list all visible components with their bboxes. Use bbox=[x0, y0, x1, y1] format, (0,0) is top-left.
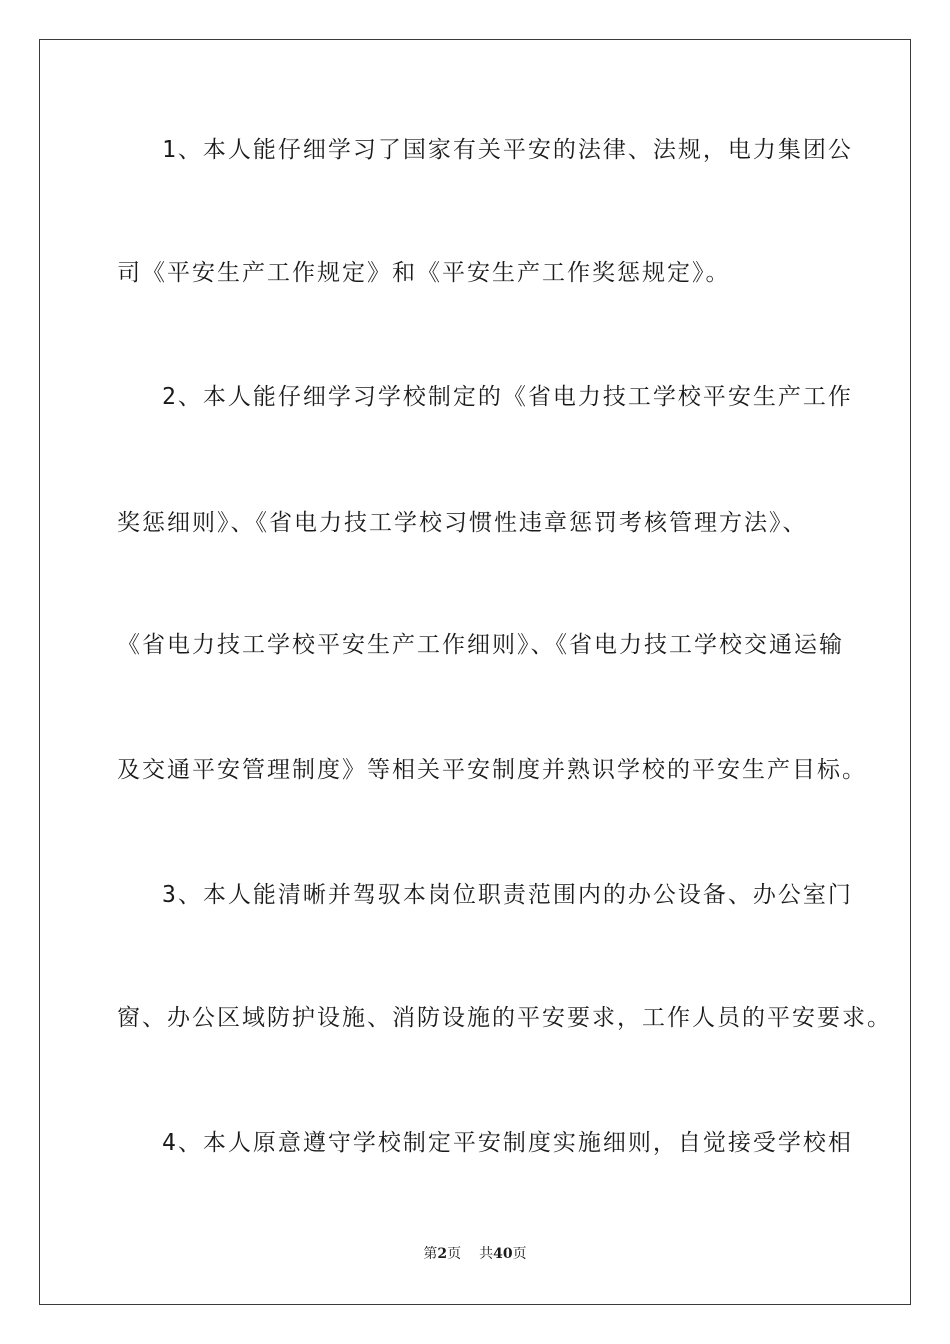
paragraph-2-line-2: 奖惩细则》、《省电力技工学校习惯性违章惩罚考核管理方法》、 bbox=[117, 510, 808, 536]
total-prefix: 共 bbox=[479, 1246, 494, 1262]
paragraph-1-line-2: 司《平安生产工作规定》和《平安生产工作奖惩规定》。 bbox=[117, 260, 731, 286]
paragraph-2-line-1: 2、本人能仔细学习学校制定的《省电力技工学校平安生产工作 bbox=[162, 384, 853, 410]
paragraph-1-line-1: 1、本人能仔细学习了国家有关平安的法律、法规，电力集团公 bbox=[162, 137, 853, 163]
page-prefix: 第 bbox=[423, 1246, 438, 1262]
total-suffix: 页 bbox=[512, 1246, 527, 1262]
paragraph-3-line-1: 3、本人能清晰并驾驭本岗位职责范围内的办公设备、办公室门 bbox=[162, 882, 853, 908]
paragraph-2-line-3: 《省电力技工学校平安生产工作细则》、《省电力技工学校交通运输 bbox=[117, 632, 844, 658]
page-footer bbox=[0, 1244, 950, 1264]
paragraph-3-line-2: 窗、办公区域防护设施、消防设施的平安要求，工作人员的平安要求。 bbox=[117, 1005, 892, 1031]
page-border bbox=[39, 39, 911, 1305]
total-page-count: 40 bbox=[493, 1246, 513, 1262]
page-suffix: 页 bbox=[447, 1246, 462, 1262]
paragraph-2-line-4: 及交通平安管理制度》等相关平安制度并熟识学校的平安生产目标。 bbox=[117, 757, 867, 783]
current-page-number: 2 bbox=[437, 1246, 448, 1262]
paragraph-4-line-1: 4、本人原意遵守学校制定平安制度实施细则，自觉接受学校相 bbox=[162, 1130, 853, 1156]
